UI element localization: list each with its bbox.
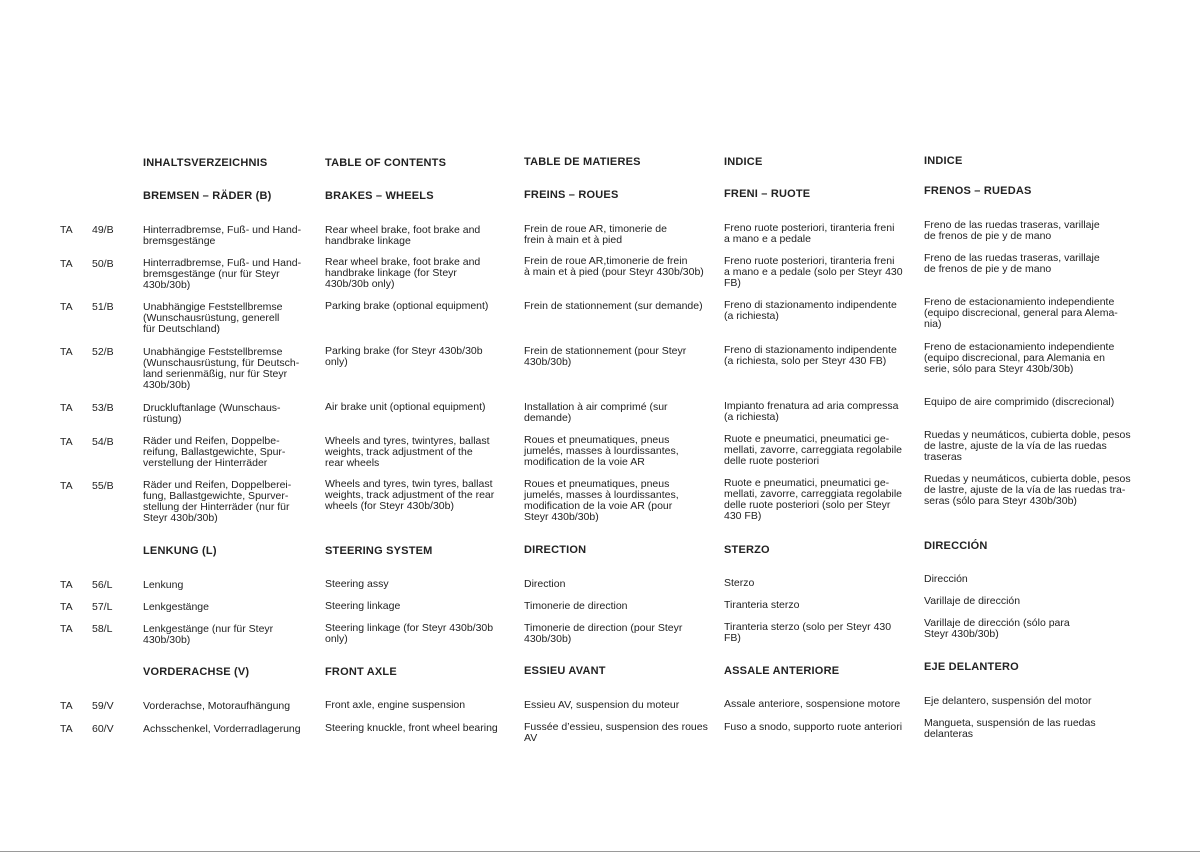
row-code: 51/B <box>92 301 114 313</box>
row-prefix: TA <box>60 402 73 414</box>
column-header-en: TABLE OF CONTENTS <box>325 157 447 169</box>
entry-it: Freno di stazionamento indipendente (a richiesta, solo per Steyr 430 FB) <box>724 344 897 367</box>
section-heading-fr: FREINS – ROUES <box>524 189 619 201</box>
bottom-border-line <box>0 851 1200 852</box>
section-heading-en: BRAKES – WHEELS <box>325 190 434 202</box>
entry-it: Freno ruote posteriori, tiranteria freni a mano e a pedale <box>724 222 895 245</box>
entry-en: Wheels and tyres, twintyres, ballast weights, track adjustment of the rear wheels <box>325 435 490 469</box>
row-prefix: TA <box>60 480 73 492</box>
row-code: 53/B <box>92 402 114 414</box>
entry-it: Assale anteriore, sospensione motore <box>724 698 901 710</box>
entry-fr: Direction <box>524 578 566 590</box>
entry-es: Ruedas y neumáticos, cubierta doble, pesos de lastre, ajuste de la vía de las ruedas traseras <box>924 429 1131 463</box>
row-code: 52/B <box>92 346 114 358</box>
column-header-es: INDICE <box>924 155 963 167</box>
entry-de: Hinterradbremse, Fuß- und Hand- bremsgestänge (nur für Steyr 430b/30b) <box>143 257 302 291</box>
row-prefix: TA <box>60 224 73 236</box>
section-heading-es: DIRECCIÓN <box>924 540 988 552</box>
row-prefix: TA <box>60 258 73 270</box>
section-heading-fr: DIRECTION <box>524 544 587 556</box>
row-prefix: TA <box>60 579 73 591</box>
row-prefix: TA <box>60 723 73 735</box>
section-heading-en: FRONT AXLE <box>325 666 397 678</box>
entry-fr: Frein de stationnement (sur demande) <box>524 300 703 312</box>
row-code: 55/B <box>92 480 114 492</box>
row-prefix: TA <box>60 700 73 712</box>
entry-it: Freno ruote posteriori, tiranteria freni a mano e a pedale (solo per Steyr 430 FB) <box>724 255 903 289</box>
entry-it: Impianto frenatura ad aria compressa (a richiesta) <box>724 400 899 423</box>
row-code: 59/V <box>92 700 114 712</box>
entry-it: Tiranteria sterzo (solo per Steyr 430 FB) <box>724 621 892 644</box>
section-heading-en: STEERING SYSTEM <box>325 545 433 557</box>
entry-en: Steering knuckle, front wheel bearing <box>325 722 498 734</box>
row-code: 50/B <box>92 258 114 270</box>
column-header-fr: TABLE DE MATIERES <box>524 156 641 168</box>
row-prefix: TA <box>60 436 73 448</box>
entry-it: Fuso a snodo, supporto ruote anteriori <box>724 721 903 733</box>
entry-fr: Timonerie de direction <box>524 600 628 612</box>
entry-de: Achsschenkel, Vorderradlagerung <box>143 723 301 735</box>
entry-fr: Frein de stationnement (pour Steyr 430b/30b) <box>524 345 687 368</box>
entry-en: Steering linkage <box>325 600 401 612</box>
row-code: 57/L <box>92 601 113 613</box>
entry-de: Lenkung <box>143 579 184 591</box>
entry-fr: Essieu AV, suspension du moteur <box>524 699 680 711</box>
row-prefix: TA <box>60 601 73 613</box>
entry-en: Front axle, engine suspension <box>325 699 466 711</box>
entry-es: Mangueta, suspensión de las ruedas delanteras <box>924 717 1096 740</box>
entry-de: Vorderachse, Motoraufhängung <box>143 700 291 712</box>
entry-en: Air brake unit (optional equipment) <box>325 401 486 413</box>
entry-en: Wheels and tyres, twin tyres, ballast weights, track adjustment of the rear wheels (for Steyr 430b/30b) <box>325 478 495 512</box>
entry-en: Rear wheel brake, foot brake and handbrake linkage <box>325 224 481 247</box>
section-heading-it: STERZO <box>724 544 770 556</box>
entry-en: Steering assy <box>325 578 389 590</box>
entry-en: Parking brake (for Steyr 430b/30b only) <box>325 345 483 368</box>
entry-es: Varillaje de dirección <box>924 595 1021 607</box>
entry-es: Freno de las ruedas traseras, varillaje de frenos de pie y de mano <box>924 219 1100 242</box>
entry-de: Räder und Reifen, Doppelbe- reifung, Ballastgewichte, Spur- verstellung der Hinterräder <box>143 435 286 469</box>
entry-fr: Frein de roue AR, timonerie de frein à main et à pied <box>524 223 667 246</box>
section-heading-de: BREMSEN – RÄDER (B) <box>143 190 272 202</box>
section-heading-fr: ESSIEU AVANT <box>524 665 606 677</box>
entry-it: Tiranteria sterzo <box>724 599 800 611</box>
row-code: 60/V <box>92 723 114 735</box>
entry-de: Lenkgestänge <box>143 601 209 613</box>
row-code: 54/B <box>92 436 114 448</box>
entry-fr: Roues et pneumatiques, pneus jumelés, masses à lourdissantes, modification de la voie AR <box>524 434 679 468</box>
entry-fr: Timonerie de direction (pour Steyr 430b/30b) <box>524 622 683 645</box>
column-header-it: INDICE <box>724 156 763 168</box>
entry-fr: Roues et pneumatiques, pneus jumelés, masses à lourdissantes, modification de la voie AR (pour Steyr 430b/30b) <box>524 478 679 523</box>
entry-es: Freno de estacionamiento independiente (equipo discrecional, general para Alema- nia) <box>924 296 1118 330</box>
entry-en: Parking brake (optional equipment) <box>325 300 489 312</box>
entry-es: Eje delantero, suspensión del motor <box>924 695 1092 707</box>
entry-es: Ruedas y neumáticos, cubierta doble, pesos de lastre, ajuste de la vía de las ruedas tra- seras (sólo para Steyr 430b/30b) <box>924 473 1131 507</box>
section-heading-de: LENKUNG (L) <box>143 545 217 557</box>
entry-es: Equipo de aire comprimido (discrecional) <box>924 396 1115 408</box>
entry-en: Steering linkage (for Steyr 430b/30b only) <box>325 622 494 645</box>
entry-it: Ruote e pneumatici, pneumatici ge- mellati, zavorre, carreggiata regolabile delle ruote posteriori <box>724 433 903 467</box>
entry-de: Lenkgestänge (nur für Steyr 430b/30b) <box>143 623 274 646</box>
row-code: 49/B <box>92 224 114 236</box>
row-prefix: TA <box>60 346 73 358</box>
entry-de: Räder und Reifen, Doppelberei- fung, Ballastgewichte, Spurver- stellung der Hinterräder (nur für Steyr 430b/30b) <box>143 479 292 524</box>
section-heading-it: ASSALE ANTERIORE <box>724 665 840 677</box>
entry-fr: Fussée d’essieu, suspension des roues AV <box>524 721 708 744</box>
section-heading-es: EJE DELANTERO <box>924 661 1019 673</box>
row-prefix: TA <box>60 623 73 635</box>
entry-fr: Frein de roue AR,timonerie de frein à main et à pied (pour Steyr 430b/30b) <box>524 255 704 278</box>
column-header-de: INHALTSVERZEICHNIS <box>143 157 268 169</box>
entry-es: Varillaje de dirección (sólo para Steyr 430b/30b) <box>924 617 1070 640</box>
entry-es: Freno de las ruedas traseras, varillaje de frenos de pie y de mano <box>924 252 1100 275</box>
entry-de: Hinterradbremse, Fuß- und Hand- bremsgestänge <box>143 224 302 247</box>
row-code: 58/L <box>92 623 113 635</box>
entry-de: Unabhängige Feststellbremse (Wunschausrüstung, für Deutsch- land serienmäßig, nur für Steyr 430b/30b) <box>143 346 300 391</box>
entry-de: Druckluftanlage (Wunschaus- rüstung) <box>143 402 281 425</box>
entry-en: Rear wheel brake, foot brake and handbrake linkage (for Steyr 430b/30b only) <box>325 256 481 290</box>
entry-de: Unabhängige Feststellbremse (Wunschausrüstung, generell für Deutschland) <box>143 301 283 335</box>
entry-fr: Installation à air comprimé (sur demande) <box>524 401 668 424</box>
entry-it: Freno di stazionamento indipendente (a richiesta) <box>724 299 897 322</box>
row-prefix: TA <box>60 301 73 313</box>
entry-es: Freno de estacionamiento independiente (equipo discrecional, para Alemania en serie, sólo para Steyr 430b/30b) <box>924 341 1115 375</box>
section-heading-it: FRENI – RUOTE <box>724 188 811 200</box>
entry-it: Sterzo <box>724 577 755 589</box>
row-code: 56/L <box>92 579 113 591</box>
section-heading-de: VORDERACHSE (V) <box>143 666 250 678</box>
entry-it: Ruote e pneumatici, pneumatici ge- mellati, zavorre, carreggiata regolabile delle ruote posteriori (solo per Steyr 430 FB) <box>724 477 903 522</box>
entry-es: Dirección <box>924 573 968 585</box>
section-heading-es: FRENOS – RUEDAS <box>924 185 1032 197</box>
